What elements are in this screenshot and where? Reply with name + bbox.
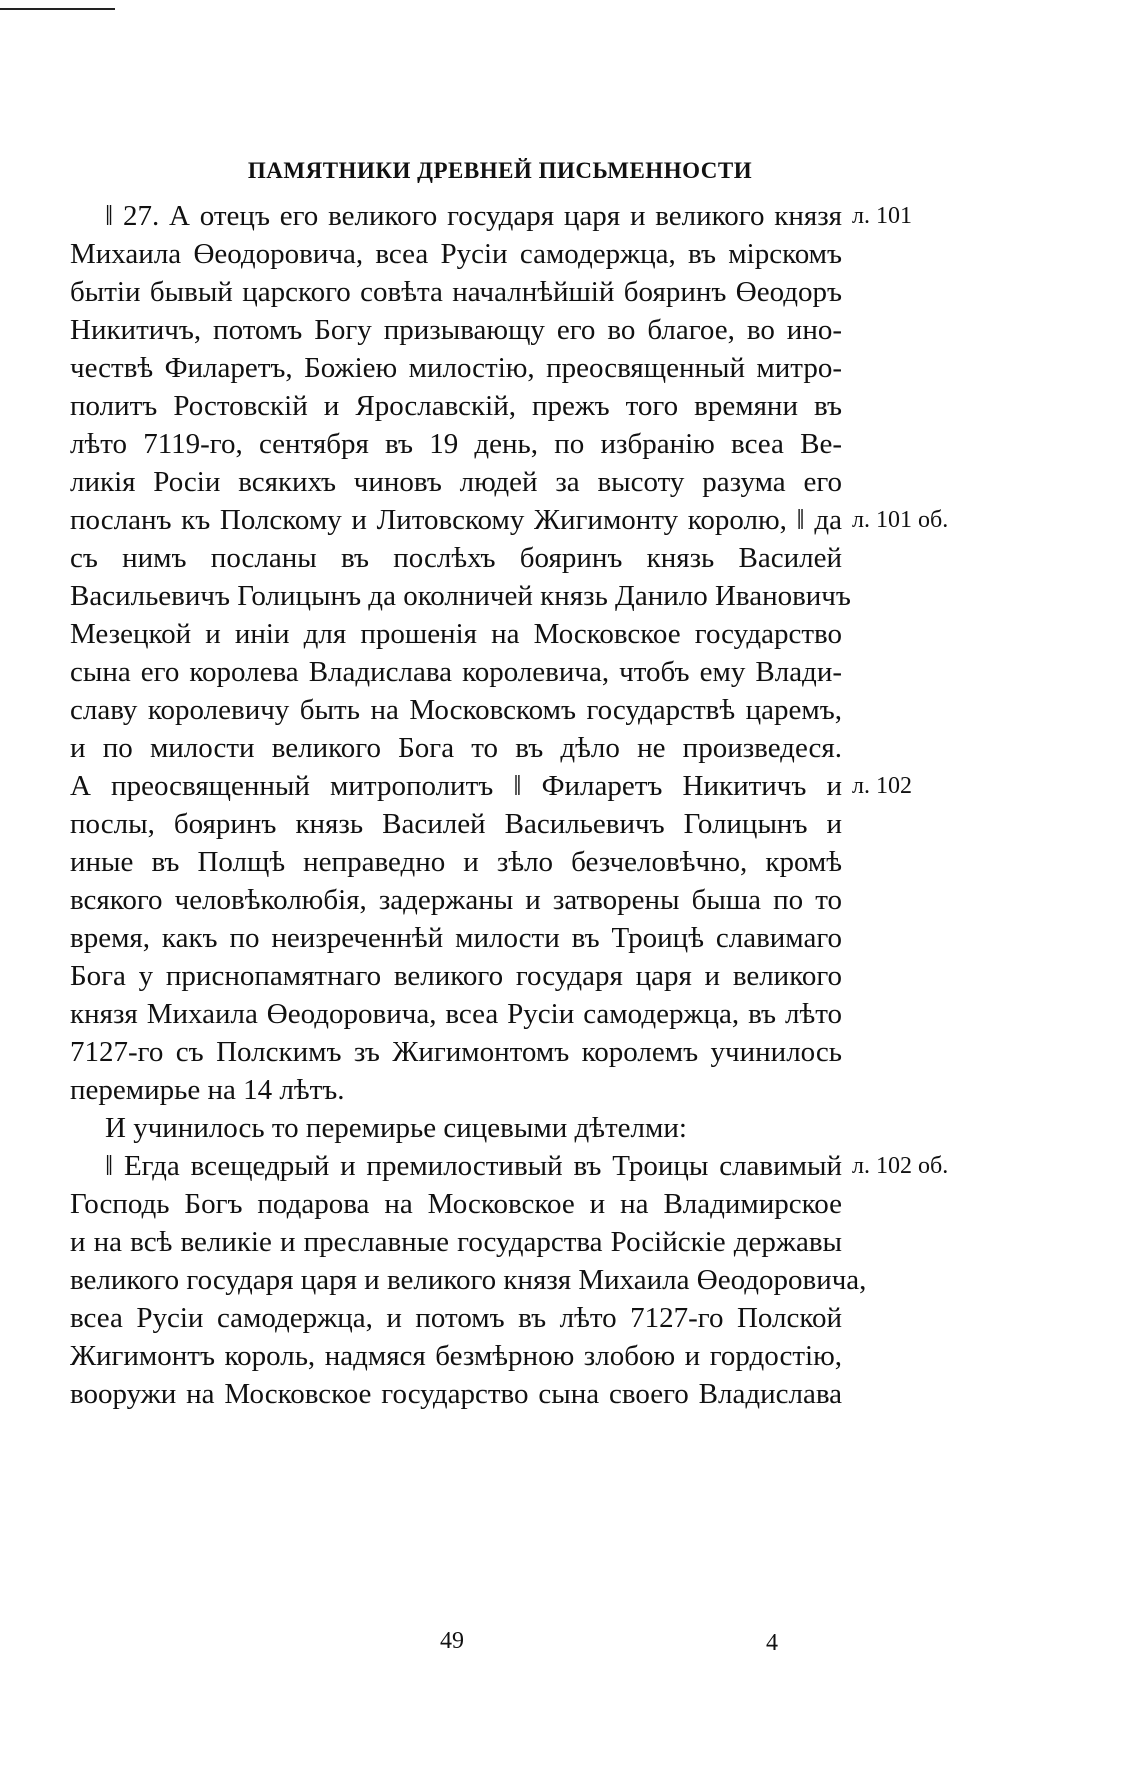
text-line: вооружи на Московское государство сына своего Владислава	[70, 1378, 842, 1410]
text-line: Михаила Өеодоровича, всеа Русіи самодержца, въ мірскомъ	[70, 238, 842, 270]
text-line: съ нимъ посланы въ послѣхъ бояринъ князь Василей	[70, 542, 842, 574]
margin-note: л. 101 об.	[852, 507, 949, 533]
text-line: славу королевичу быть на Московскомъ государствѣ царемъ,	[70, 694, 842, 726]
text-line: и на всѣ великіе и преславные государства Російскіе державы	[70, 1226, 842, 1258]
text-line: И учинилось то перемирье сицевыми дѣтелми:	[105, 1112, 687, 1144]
text-line: политъ Ростовскій и Ярославскій, прежъ того времяни въ	[70, 390, 842, 422]
page-number: 49	[440, 1628, 464, 1654]
text-line: Жигимонтъ король, надмяся безмѣрною злобою и гордостію,	[70, 1340, 842, 1372]
text-line: князя Михаила Өеодоровича, всеа Русіи самодержца, въ лѣто	[70, 998, 842, 1030]
text-line: бытіи бывый царского совѣта началнѣйшій бояринъ Өеодоръ	[70, 276, 842, 308]
margin-note: л. 102 об.	[852, 1153, 949, 1179]
text-line: А преосвященный митрополитъ ‖ Филаретъ Никитичъ и	[70, 770, 842, 802]
text-line: всякого человѣколюбія, задержаны и затворены быша по то	[70, 884, 842, 916]
text-line: и по милости великого Бога то въ дѣло не произведеся.	[70, 732, 842, 764]
text-line: Бога у приснопамятнаго великого государя царя и великого	[70, 960, 842, 992]
text-line: ‖ Егда всещедрый и премилостивый въ Троицы славимый	[105, 1150, 842, 1182]
margin-note: л. 101	[852, 203, 912, 229]
text-line: время, какъ по неизреченнѣй милости въ Троицѣ славимаго	[70, 922, 842, 954]
signature-mark: 4	[766, 1630, 778, 1656]
text-line: Господь Богъ подарова на Московское и на Владимирское	[70, 1188, 842, 1220]
text-line: Мезецкой и иніи для прошенія на Московское государство	[70, 618, 842, 650]
top-rule	[0, 8, 115, 10]
text-line: Никитичъ, потомъ Богу призывающу его во благое, во ино-	[70, 314, 842, 346]
text-line: послы, бояринъ князь Василей Васильевичъ Голицынъ и	[70, 808, 842, 840]
text-line: ‖ 27. А отецъ его великого государя царя и великого князя	[105, 200, 842, 232]
text-line: Васильевичъ Голицынъ да околничей князь Данило Ивановичъ	[70, 580, 851, 612]
text-line: иные въ Полщѣ неправедно и зѣло безчеловѣчно, кромѣ	[70, 846, 842, 878]
text-line: ликія Росіи всякихъ чиновъ людей за высоту разума его	[70, 466, 842, 498]
margin-note: л. 102	[852, 773, 912, 799]
text-line: всеа Русіи самодержца, и потомъ въ лѣто 7127-го Полской	[70, 1302, 842, 1334]
running-header: ПАМЯТНИКИ ДРЕВНЕЙ ПИСЬМЕННОСТИ	[247, 158, 753, 183]
text-line: перемирье на 14 лѣтъ.	[70, 1074, 345, 1106]
text-line: лѣто 7119-го, сентября въ 19 день, по избранію всеа Ве-	[70, 428, 842, 460]
text-line: посланъ къ Полскому и Литовскому Жигимонту королю, ‖ да	[70, 504, 842, 536]
text-line: великого государя царя и великого князя Михаила Өеодоровича,	[70, 1264, 867, 1296]
text-line: чествѣ Филаретъ, Божіею милостію, преосвященный митро-	[70, 352, 842, 384]
text-line: сына его королева Владислава королевича, чтобъ ему Влади-	[70, 656, 842, 688]
text-line: 7127-го съ Полскимъ зъ Жигимонтомъ королемъ учинилось	[70, 1036, 842, 1068]
